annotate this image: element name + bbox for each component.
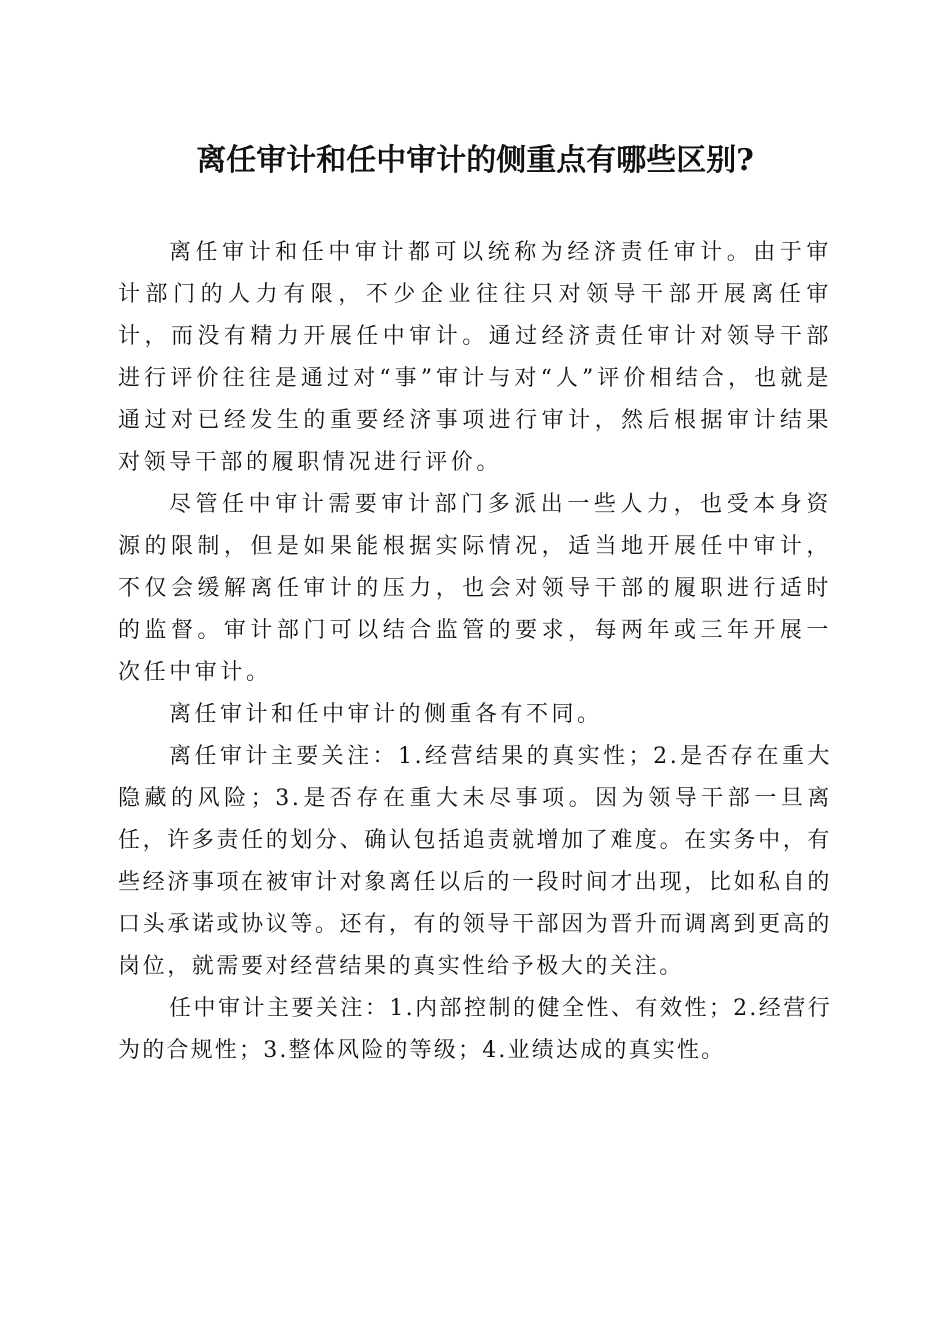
paragraph-intro: 离任审计和任中审计都可以统称为经济责任审计。由于审计部门的人力有限，不少企业往往只对领导干部开展离任审计，而没有精力开展任中审计。通过经济责任审计对领导干部进行评价往往是通过对“事”审计与对“人”评价相结合，也就是通过对已经发生的重要经济事项进行审计，然后根据审计结果对领导干部的履职情况进行评价。 [118,240,832,475]
paragraph-departure-audit-focus: 离任审计主要关注：1.经营结果的真实性；2.是否存在重大隐藏的风险；3.是否存在重大未尽事项。因为领导干部一旦离任，许多责任的划分、确认包括追责就增加了难度。在实务中，有些经济事项在被审计对象离任以后的一段时间才出现，比如私自的口头承诺或协议等。还有，有的领导干部因为晋升而调离到更高的岗位，就需要对经营结果的真实性给予极大的关注。 [118,744,832,979]
paragraph-interim-audit-focus: 任中审计主要关注：1.内部控制的健全性、有效性；2.经营行为的合规性；3.整体风险的等级；4.业绩达成的真实性。 [118,996,832,1063]
paragraph-difference-summary: 离任审计和任中审计的侧重各有不同。 [169,702,603,727]
paragraph-interim-audit-benefits: 尽管任中审计需要审计部门多派出一些人力，也受本身资源的限制，但是如果能根据实际情况，适当地开展任中审计，不仅会缓解离任审计的压力，也会对领导干部的履职进行适时的监督。审计部门可以结合监管的要求，每两年或三年开展一次任中审计。 [118,492,832,685]
document-body [118,232,832,1072]
document-title: 离任审计和任中审计的侧重点有哪些区别? [196,143,754,178]
